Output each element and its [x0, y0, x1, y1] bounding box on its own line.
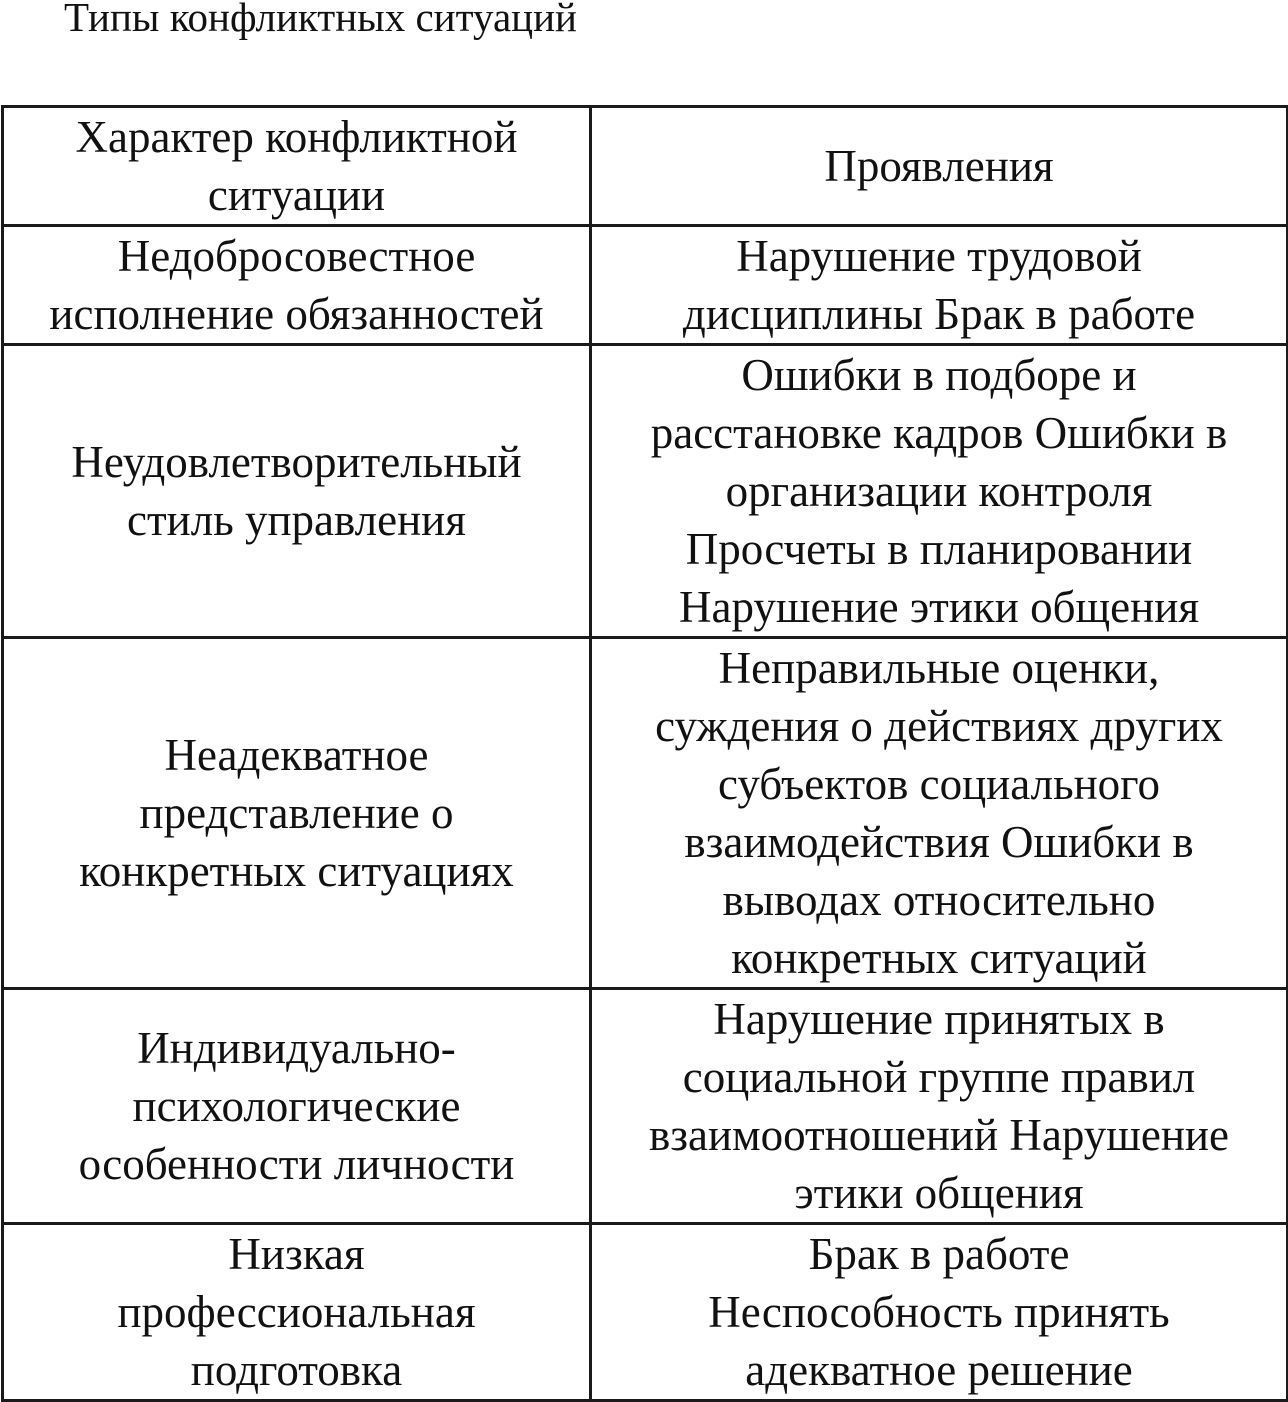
character-cell	[3, 638, 591, 989]
character-text: Индивидуально- психологические особенности личности	[78, 1023, 515, 1189]
page-title: Типы конфликтных ситуаций	[64, 0, 577, 40]
conflict-types-table	[1, 105, 1288, 1402]
table-row	[3, 638, 1288, 989]
character-cell	[3, 1224, 591, 1401]
manifestations-text: Нарушение трудовой дисциплины Брак в работе	[682, 231, 1196, 339]
character-text: Неудовлетворительный стиль управления	[71, 437, 522, 545]
manifestations-text: Неправильные оценки, суждения о действиях других субъектов социального взаимодействия Ошибки в выводах относительно конкретных ситуаций	[655, 643, 1223, 983]
table-row	[3, 226, 1288, 345]
table-header-row	[3, 107, 1288, 226]
table-row	[3, 1224, 1288, 1401]
character-text: Низкая профессиональная подготовка	[117, 1229, 476, 1395]
table-row	[3, 989, 1288, 1224]
header-character-label: Характер конфликтной ситуации	[75, 112, 518, 220]
character-cell	[3, 226, 591, 345]
manifestations-cell	[591, 989, 1288, 1224]
manifestations-text: Брак в работе Неспособность принять адекватное решение	[708, 1229, 1170, 1395]
header-manifestations-cell	[591, 107, 1288, 226]
character-cell	[3, 989, 591, 1224]
table-row	[3, 345, 1288, 638]
manifestations-cell	[591, 638, 1288, 989]
manifestations-cell	[591, 1224, 1288, 1401]
character-text: Неадекватное представление о конкретных ситуациях	[79, 730, 514, 896]
manifestations-cell	[591, 345, 1288, 638]
header-manifestations-label: Проявления	[824, 141, 1054, 191]
manifestations-cell	[591, 226, 1288, 345]
character-text: Недобросовестное исполнение обязанностей	[49, 231, 544, 339]
character-cell	[3, 345, 591, 638]
manifestations-text: Ошибки в подборе и расстановке кадров Ошибки в организации контроля Просчеты в планировании Нарушение этики общения	[650, 350, 1228, 632]
header-character-cell	[3, 107, 591, 226]
manifestations-text: Нарушение принятых в социальной группе правил взаимоотношений Нарушение этики общения	[649, 994, 1229, 1218]
